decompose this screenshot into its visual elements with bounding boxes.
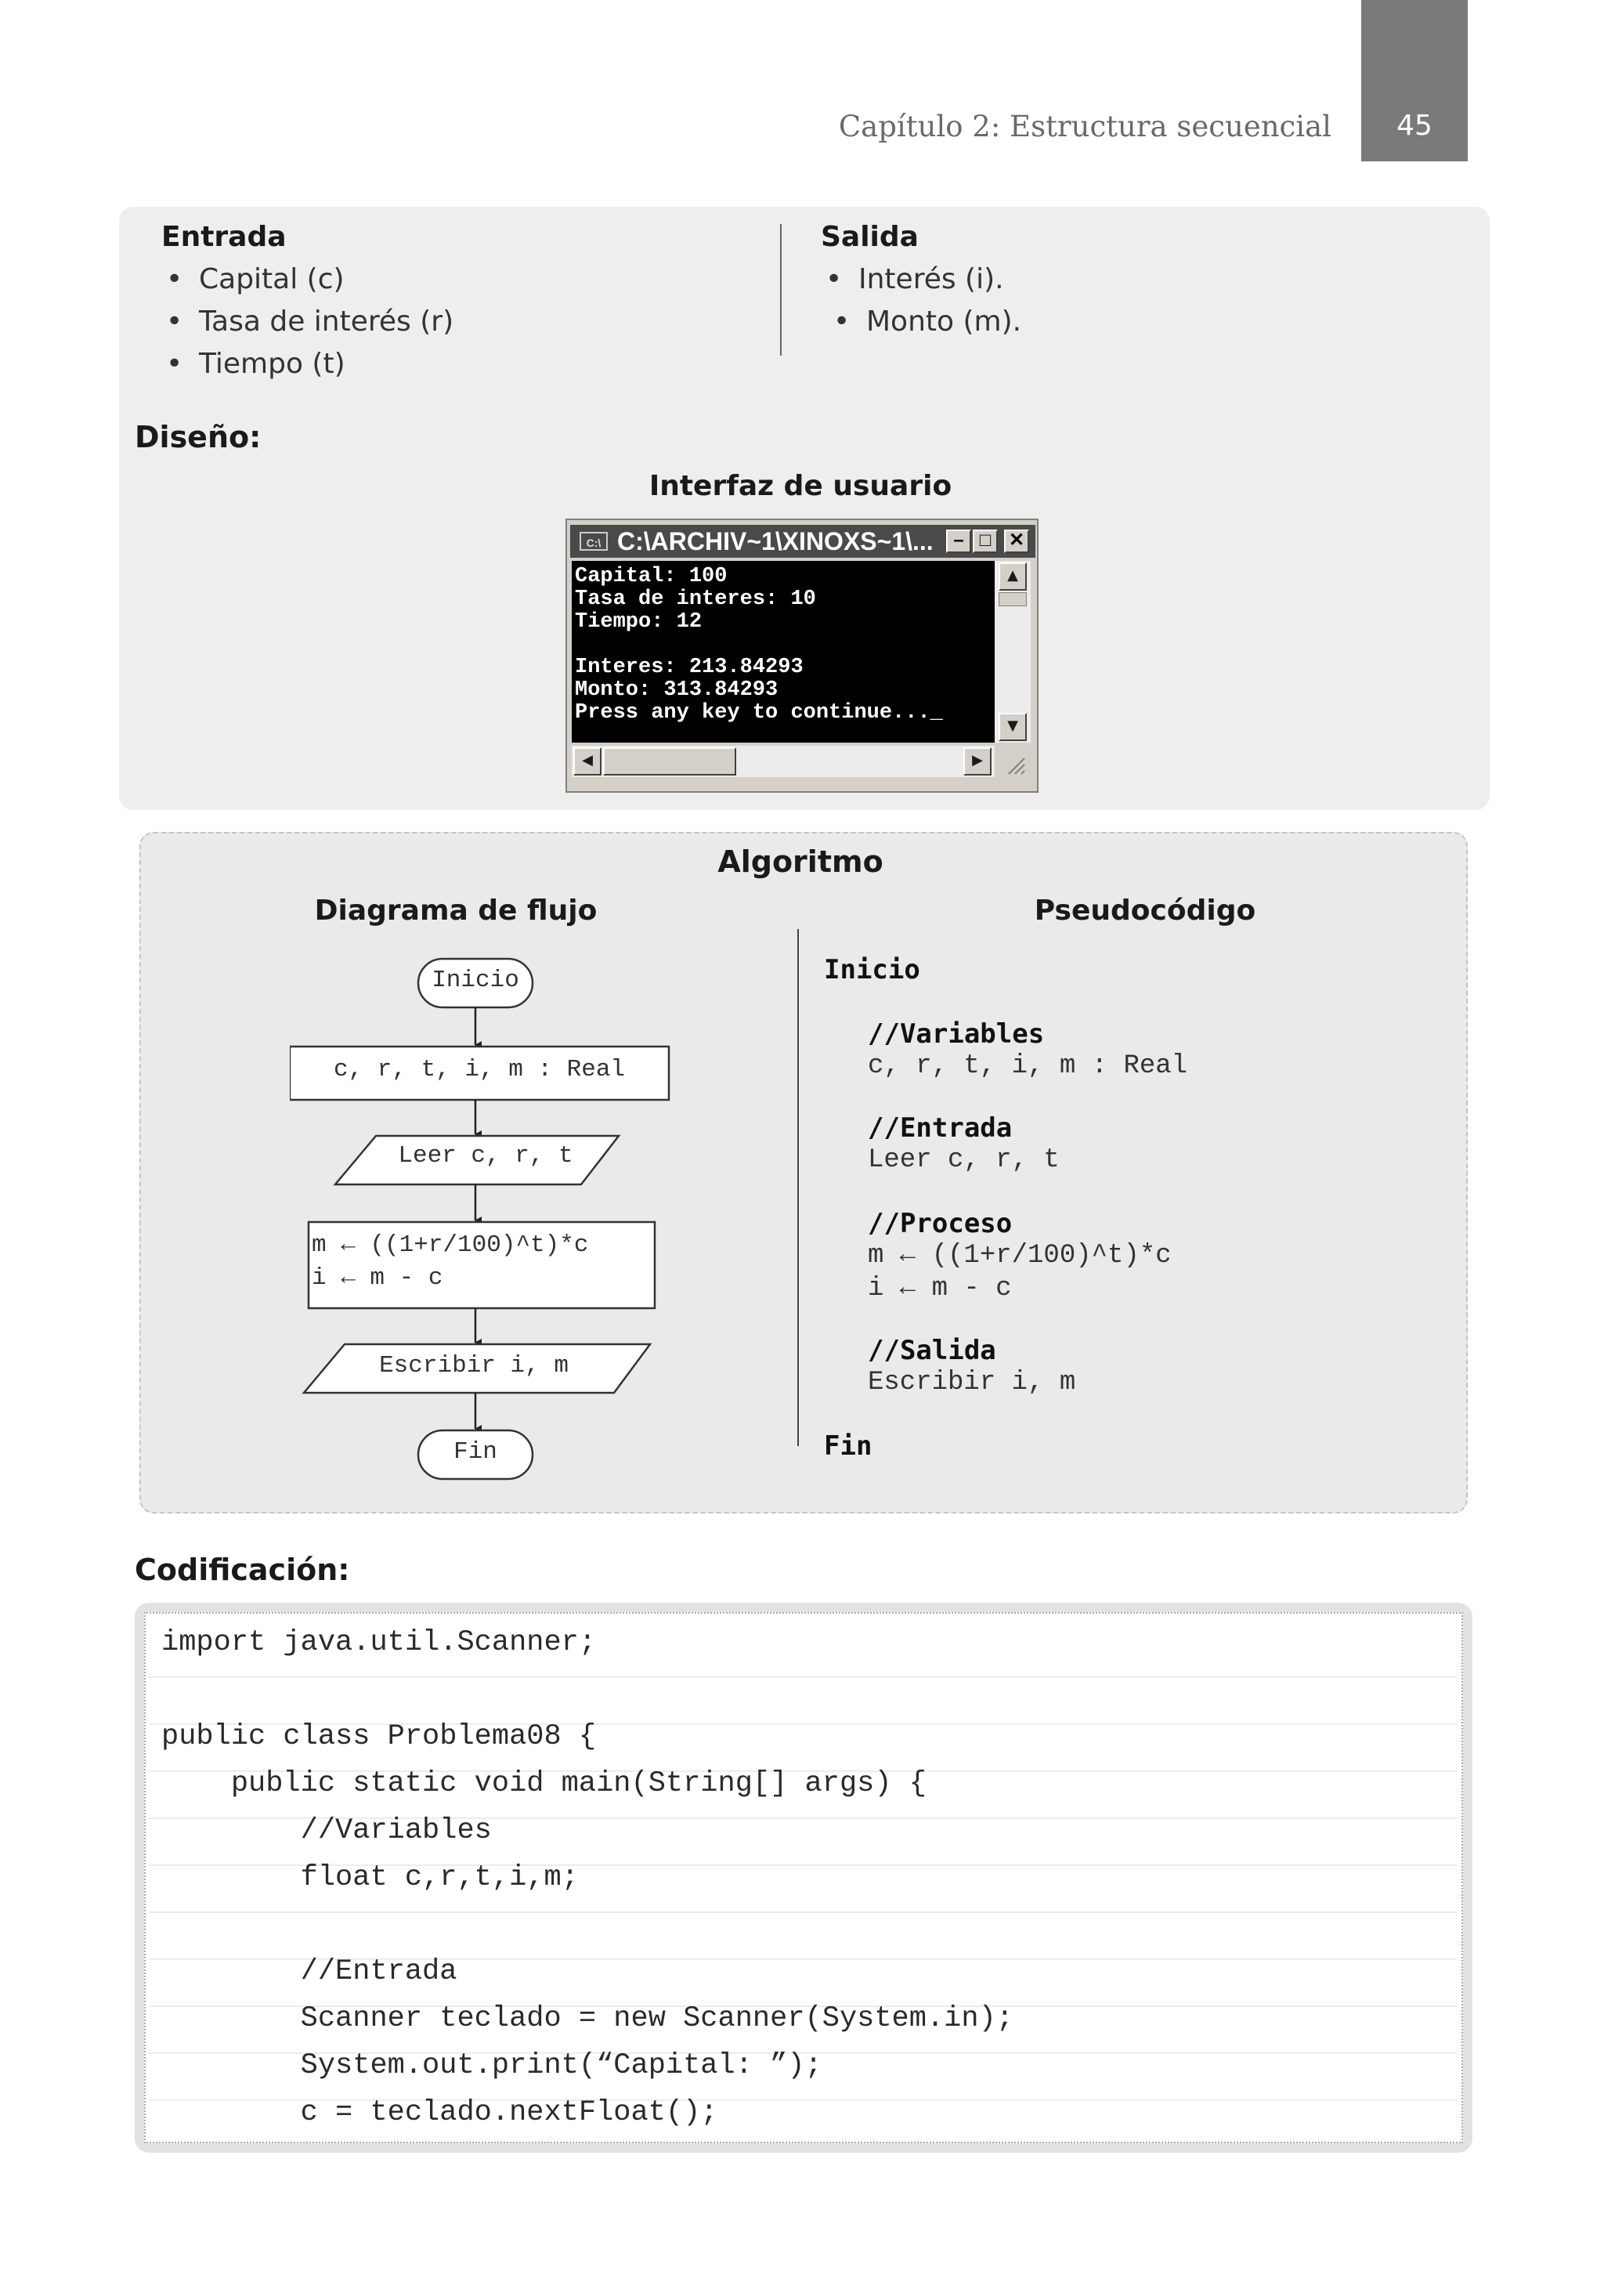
console-line [575, 634, 992, 656]
pseudo-proc-comment: //Proceso [868, 1208, 1013, 1239]
code-line: c = teclado.nextFloat(); [161, 2096, 718, 2129]
page-number: 45 [1396, 110, 1432, 142]
resize-grip-icon[interactable] [1002, 752, 1026, 776]
algoritmo-heading: Algoritmo [717, 844, 883, 879]
console-window [565, 519, 1039, 793]
console-app-icon: C:\ [580, 532, 608, 551]
flow-output-label: Escribir i, m [379, 1352, 569, 1379]
code-line: float c,r,t,i,m; [161, 1861, 579, 1894]
code-line: public class Problema08 { [161, 1720, 597, 1753]
console-line: Capital: 100 [575, 565, 728, 588]
maximize-icon[interactable]: □ [973, 530, 998, 553]
io-divider [780, 224, 782, 356]
horizontal-scroll-thumb[interactable] [603, 747, 736, 776]
entrada-heading: Entrada [161, 221, 287, 253]
minimize-icon[interactable]: – [946, 530, 971, 553]
scroll-right-icon[interactable]: ▶ [963, 747, 992, 776]
diseno-heading: Diseño: [135, 420, 262, 454]
entrada-item-capital: • Capital (c) [199, 263, 345, 295]
code-line: //Entrada [161, 1955, 457, 1988]
console-line: Tiempo: 12 [575, 610, 703, 634]
code-line: import java.util.Scanner; [161, 1626, 597, 1659]
pseudo-out-comment: //Salida [868, 1335, 996, 1366]
flow-declare-label: c, r, t, i, m : Real [333, 1056, 626, 1083]
console-line: Monto: 313.84293 [575, 678, 779, 702]
pseudo-proc-line-2: i ← m - c [868, 1274, 1012, 1303]
codificacion-heading: Codificación: [135, 1553, 350, 1587]
flow-start-label: Inicio [432, 967, 519, 994]
scroll-up-icon[interactable]: ▲ [999, 562, 1027, 591]
code-line: Scanner teclado = new Scanner(System.in); [161, 2002, 1013, 2035]
salida-item-interes: • Interés (i). [858, 263, 1004, 295]
console-output [572, 561, 995, 743]
pseudo-out-line: Escribir i, m [868, 1368, 1076, 1397]
pseudocode-heading: Pseudocódigo [1034, 895, 1256, 927]
console-title-bar [570, 525, 1035, 558]
console-title: C:\ARCHIV~1\XINOXS~1\... [617, 527, 934, 555]
code-line: //Variables [161, 1814, 492, 1847]
flow-end-label: Fin [453, 1438, 497, 1466]
horizontal-scrollbar[interactable] [572, 746, 995, 777]
pseudo-start: Inicio [824, 954, 920, 985]
close-icon[interactable]: ✕ [1004, 530, 1029, 553]
flowchart-heading: Diagrama de flujo [314, 895, 598, 927]
flow-process-label-1: m ← ((1+r/100)^t)*c [312, 1231, 589, 1259]
code-rule [149, 1911, 1457, 1913]
console-line: Tasa de interes: 10 [575, 588, 816, 611]
pseudo-var-comment: //Variables [868, 1018, 1045, 1050]
vertical-scrollbar[interactable] [995, 561, 1031, 743]
scroll-left-icon[interactable]: ◀ [573, 747, 602, 776]
pseudo-var-line: c, r, t, i, m : Real [868, 1051, 1188, 1081]
algorithm-divider [797, 929, 799, 1446]
console-line: Interes: 213.84293 [575, 656, 804, 679]
pseudo-in-line: Leer c, r, t [868, 1145, 1060, 1175]
ui-heading: Interfaz de usuario [648, 470, 952, 502]
pseudo-in-comment: //Entrada [868, 1112, 1013, 1144]
chapter-title: Capítulo 2: Estructura secuencial [838, 110, 1331, 143]
flow-input-label: Leer c, r, t [398, 1142, 573, 1170]
entrada-item-tiempo: • Tiempo (t) [199, 348, 345, 380]
salida-heading: Salida [821, 221, 919, 253]
entrada-item-tasa: • Tasa de interés (r) [199, 306, 453, 338]
code-line: public static void main(String[] args) { [161, 1767, 927, 1800]
vertical-scroll-thumb[interactable] [999, 592, 1027, 606]
code-line: System.out.print(“Capital: ”); [161, 2049, 822, 2082]
pseudo-proc-line-1: m ← ((1+r/100)^t)*c [868, 1241, 1172, 1271]
salida-item-monto: • Monto (m). [866, 306, 1021, 338]
console-line: Press any key to continue..._ [575, 701, 943, 725]
flow-process-label-2: i ← m - c [312, 1264, 443, 1292]
pseudo-end: Fin [824, 1430, 872, 1462]
flowchart [290, 948, 681, 1488]
code-rule [149, 1676, 1457, 1678]
scroll-down-icon[interactable]: ▼ [999, 713, 1027, 741]
